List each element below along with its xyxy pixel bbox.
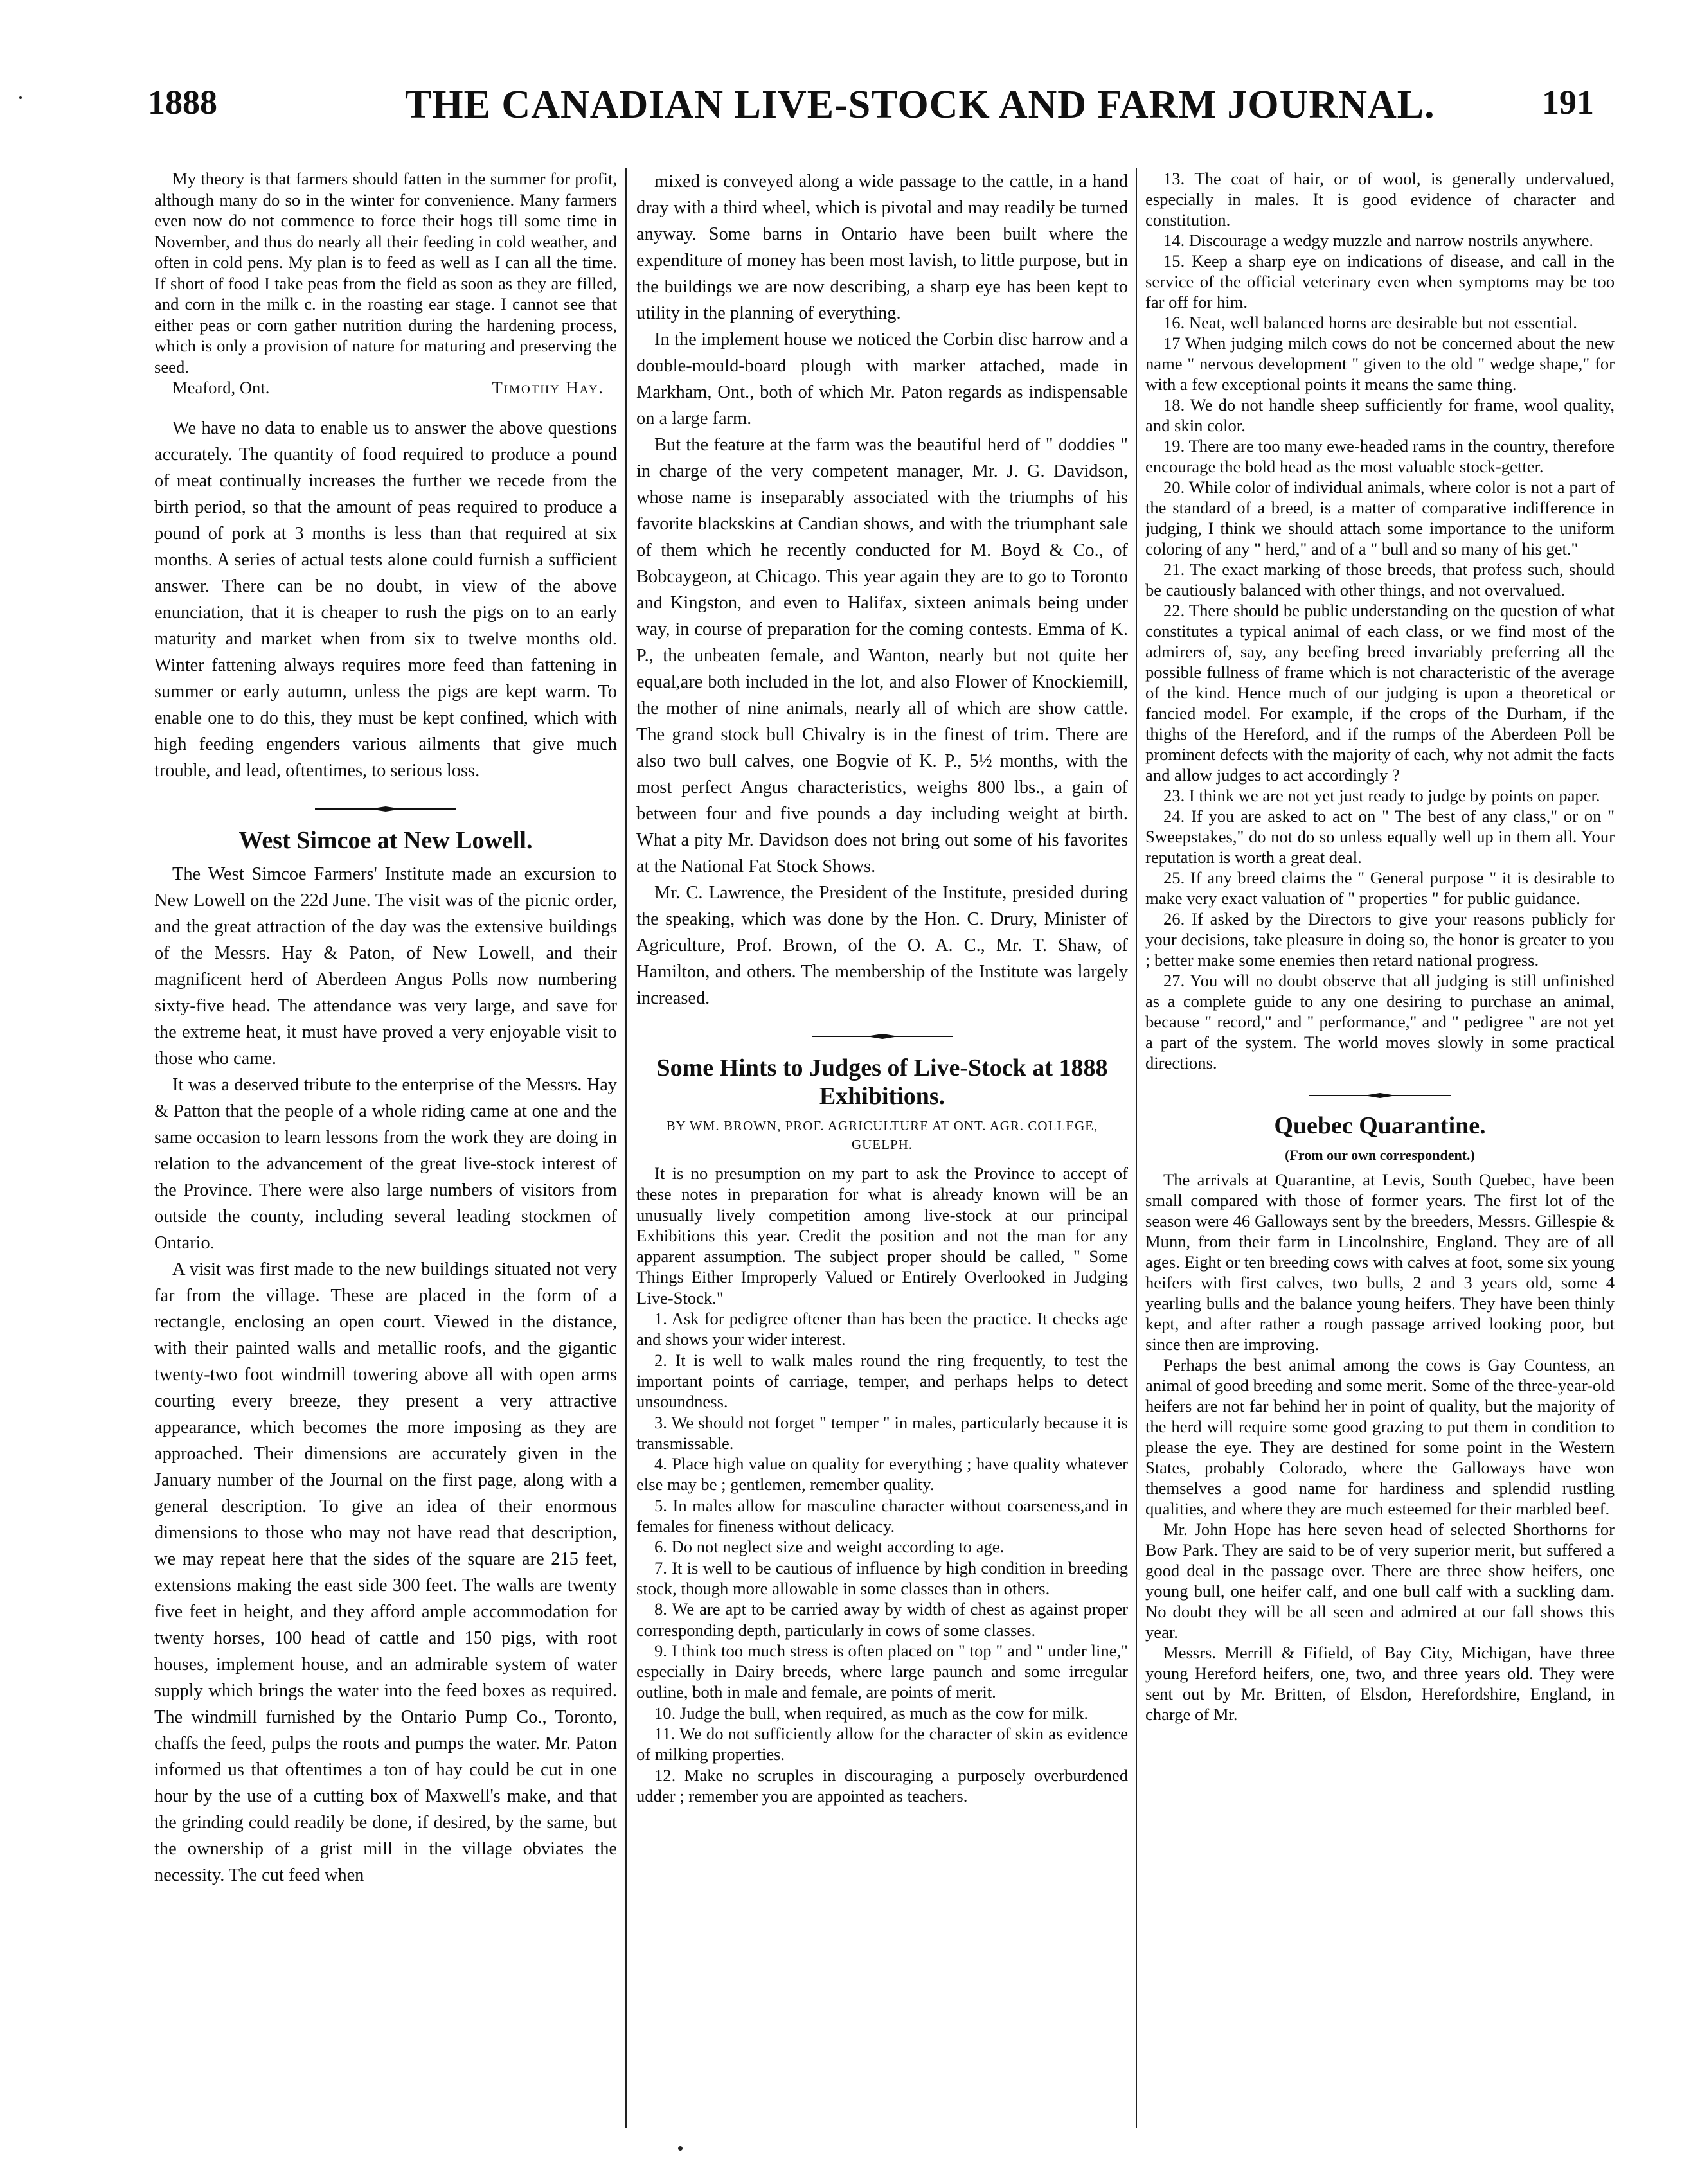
article-paragraph: Mr. John Hope has here seven head of selected Shorthorns for Bow Park. They are said to be of very superior merit, but suffered a good deal in the passage over. There are three show heifers, one young bull, one heifer calf, and one bull calf with a suckling dam. No doubt they will be all seen and admired at our fall shows this year. (1145, 1520, 1615, 1642)
signature-name: Timothy Hay. (492, 378, 604, 397)
hint-item: 18. We do not handle sheep sufficiently for frame, wool quality, and skin color. (1145, 395, 1615, 435)
column-divider (1136, 168, 1137, 2128)
article-source-note: (From our own correspondent.) (1285, 1147, 1475, 1163)
print-speck (678, 2146, 683, 2151)
page-number: 191 (1542, 83, 1594, 121)
article-paragraph: Perhaps the best animal among the cows is Gay Countess, an animal of good breeding and some merit. Some of the three-year-old heifers are not far behind her in point of quality, but the majority of the herd will require some good grazing to put them in condition to please the eye. They are destined for some point in the Western States, probably Colorado, where the Galloways have won themselves a good name for hardiness and splendid rustling qualities, and where they are much esteemed for their marbled beef. (1145, 1355, 1615, 1518)
header-year: 1888 (148, 83, 217, 121)
print-speck (19, 96, 22, 99)
hint-item: 24. If you are asked to act on " The best of any class," or on " Sweepstakes," do not do so unless equally well up in them all. Your reputation is worth a great deal. (1145, 806, 1615, 867)
hint-item: 17 When judging milch cows do not be concerned about the new name " nervous development " given to the old " wedge shape," for with a few exceptional points it means the same thing. (1145, 333, 1615, 394)
section-separator (636, 1033, 1128, 1040)
column-3 (1145, 168, 1615, 2135)
hint-item: 6. Do not neglect size and weight according to age. (654, 1537, 1005, 1557)
article-title: Some Hints to Judges of Live-Stock at 1888 Exhibitions. (656, 1054, 1108, 1110)
hint-item: 13. The coat of hair, or of wool, is generally undervalued, especially in males. It is good evidence of character and constitution. (1145, 169, 1615, 229)
hint-item: 25. If any breed claims the " General purpose " it is desirable to make very exact valuation of " properties " for public guidance. (1145, 868, 1615, 908)
hint-item: 5. In males allow for masculine character without coarseness,and in females for fineness without delicacy. (636, 1495, 1128, 1536)
hint-item: 20. While color of individual animals, where color is not a part of the standard of a breed, is a matter of comparative indifference in judging, I think we should attach some importance to the uniform coloring of any " herd," and of a " bull and so many of his get." (1145, 477, 1615, 558)
column-divider (625, 168, 627, 2128)
journal-title: THE CANADIAN LIVE-STOCK AND FARM JOURNAL. (405, 83, 1435, 127)
ornamental-rule-icon (315, 806, 456, 812)
hint-item: 11. We do not sufficiently allow for the character of skin as evidence of milking properties. (636, 1724, 1128, 1764)
article-paragraph: In the implement house we noticed the Corbin disc harrow and a double-mould-board plough with marker attached, made in Markham, Ont., both of which Mr. Paton regards as indispensable on a large farm. (636, 330, 1128, 429)
hint-item: 21. The exact marking of those breeds, that profess such, should be cautiously balanced with other things, and not overvalued. (1145, 560, 1615, 599)
ornamental-rule-icon (812, 1033, 953, 1040)
signature-place: Meaford, Ont. (172, 378, 270, 397)
hint-item: 2. It is well to walk males round the ring frequently, to test the important points of carriage, temper, and perhaps helps to detect unsoundness. (636, 1350, 1128, 1412)
hint-item: 4. Place high value on quality for everything ; have quality whatever else may be ; gentlemen, remember quality. (636, 1454, 1128, 1495)
hint-item: 16. Neat, well balanced horns are desirable but not essential. (1163, 313, 1577, 332)
article-title: Quebec Quarantine. (1274, 1112, 1486, 1139)
hint-item: 7. It is well to be cautious of influence by high condition in breeding stock, though more allowable in some classes than in others. (636, 1558, 1128, 1598)
article-paragraph: It was a deserved tribute to the enterprise of the Messrs. Hay & Patton that the people of a whole riding came at one and the same occasion to learn lessons from the work they are doing in relation to the advancement of the great live-stock interest of the Province. There were also large numbers of visitors from outside the county, including several leading stockmen of Ontario. (154, 1074, 617, 1253)
hint-item: 10. Judge the bull, when required, as much as the cow for milk. (654, 1703, 1089, 1723)
section-separator (154, 806, 617, 812)
hint-item: 3. We should not forget " temper " in males, particularly because it is transmissable. (636, 1412, 1128, 1453)
letter-paragraph: My theory is that farmers should fatten in the summer for profit, although many do so in the winter for convenience. Many farmers even now do not commence to force their hogs till some time in November, and thus do nearly all their feeding in cold weather, and often in cold pens. My plan is to feed as well as I can all the time. If short of food I take peas from the field as soon as they are filled, and corn in the milk c. in the roasting ear stage. I cannot see that either peas or corn gather nutrition during the hardening process, which is only a provision of nature for maturing and preserving the seed. (154, 169, 617, 377)
hint-item: 12. Make no scruples in discouraging a purposely overburdened udder ; remember you are appointed as teachers. (636, 1765, 1128, 1806)
hint-item: 1. Ask for pedigree oftener than has been the practice. It checks age and shows your wider interest. (636, 1309, 1128, 1349)
article-paragraph: The West Simcoe Farmers' Institute made an excursion to New Lowell on the 22d June. The visit was of the picnic order, and the great attraction of the day was the extensive buildings of the Messrs. Hay & Paton, of New Lowell, and their magnificent herd of Aberdeen Angus Polls now numbering sixty-five head. The attendance was very large, and save for the extreme heat, it must have proved a very enjoyable visit to those who came. (154, 864, 617, 1069)
article-byline: BY WM. BROWN, PROF. AGRICULTURE AT ONT. AGR. COLLEGE, GUELPH. (666, 1118, 1098, 1152)
article-paragraph: The arrivals at Quarantine, at Levis, South Quebec, have been small compared with those of former years. The first lot of the season were 46 Galloways sent by the breeders, Messrs. Gillespie & Munn, from their farm in Lincolnshire, England. They are of all ages. Eight or ten breeding cows with calves at foot, some six young heifers with first calves, two bulls, 2 and 3 years old, some 4 yearling bulls and the balance young heifers. They have been thinly kept, and after rather a rough passage arrived looking poor, but since then are improving. (1145, 1170, 1615, 1354)
letter-signature (154, 377, 617, 398)
column-1 (154, 168, 617, 2135)
hint-item: 14. Discourage a wedgy muzzle and narrow nostrils anywhere. (1163, 231, 1594, 250)
editorial-reply: We have no data to enable us to answer the above questions accurately. The quantity of food required to produce a pound of meat continually increases the further we recede from the birth period, so that the amount of peas required to produce a pound of pork at 3 months is less than that required at six months. A series of actual tests alone could furnish a sufficient answer. There can be no doubt, in view of the above enunciation, that it is cheaper to rush the pigs on to an early maturity and market when from six to twelve months old. Winter fattening always requires more feed than fattening in summer or early autumn, unless the pigs are kept warm. To enable one to do this, they must be kept confined, which with high feeding engenders various ailments that give much trouble, and lead, oftentimes, to serious loss. (154, 418, 617, 781)
hint-item: 27. You will no doubt observe that all judging is still unfinished as a complete guide to any one desiring to purchase an animal, because " record," and " performance," and " pedigree " are not yet a part of the system. The world moves slowly in some practical directions. (1145, 971, 1615, 1072)
article-paragraph: Messrs. Merrill & Fifield, of Bay City, Michigan, have three young Hereford heifers, one, two, and three years old. They were sent out by Mr. Britten, of Elsdon, Herefordshire, England, in charge of Mr. (1145, 1643, 1615, 1724)
article-paragraph: A visit was first made to the new buildings situated not very far from the village. These are placed in the form of a rectangle, enclosing an open court. Viewed in the distance, with their painted walls and metallic roofs, and the gigantic twenty-two foot windmill towering above all with open arms courting every breeze, they present a very attractive appearance, which becomes the more imposing as they are approached. Their dimensions are accurately given in the January number of the Journal on the first page, along with a general description. To give an idea of their enormous dimensions to those who may not have read that description, we may repeat here that the sides of the square are 215 feet, extensions making the east side 300 feet. The walls are twenty five feet in height, and they afford ample accommodation for twenty horses, 100 head of cattle and 150 pigs, with root houses, implement house, and an admirable system of water supply which brings the water into the feed boxes as required. The windmill furnished by the Ontario Pump Co., Toronto, chaffs the feed, pulps the roots and pumps the water. Mr. Paton informed us that oftentimes a ton of hay could be cut in one hour by the use of a cutting box of Maxwell's make, and that the grinding could readily be done, if desired, by the same, but the ownership of a grist mill in the village obviates the necessity. The cut feed when (154, 1259, 617, 1885)
article-intro: It is no presumption on my part to ask the Province to accept of these notes in preparation for what is already known will be an unusually lively competition among live-stock at our principal Exhibitions this year. Credit the position and not the man for any apparent assumption. The subject proper should be called, " Some Things Either Improperly Valued or Entirely Overlooked in Judging Live-Stock." (636, 1164, 1128, 1308)
article-title: West Simcoe at New Lowell. (238, 826, 533, 854)
page-header (148, 82, 1594, 140)
article-paragraph: Mr. C. Lawrence, the President of the Institute, presided during the speaking, which was done by the Hon. C. Drury, Minister of Agriculture, Prof. Brown, of the O. A. C., Mr. T. Shaw, of Hamilton, and others. The membership of the Institute was largely increased. (636, 883, 1128, 1008)
ornamental-rule-icon (1309, 1092, 1451, 1099)
hint-item: 22. There should be public understanding on the question of what constitutes a typical animal of each class, or we find most of the admirers of, say, any beefing breed invariably preferring all the possible fullness of frame which is not characteristic of the average of the kind. Hence much of our judging is upon a theoretical or fancied model. For example, if the crops of the Durham, if the thighs of the Hereford, and if the rumps of the Aberdeen Poll be prominent defects with the majority of each, why not admit the facts and allow judges to act accordingly ? (1145, 601, 1615, 785)
column-2 (636, 168, 1128, 2135)
article-paragraph: But the feature at the farm was the beautiful herd of " doddies " in charge of the very competent manager, Mr. J. G. Davidson, whose name is inseparably associated with the triumphs of his favorite blackskins at Candian shows, and with the triumphant sale of them which he recently conducted for M. Boyd & Co., of Bobcaygeon, at Chicago. This year again they are to go to Toronto and Kingston, and even to Halifax, sixteen animals being under way, in course of preparation for the coming contests. Emma of K. P., the unbeaten female, and Wanton, nearly but not quite her equal,are both included in the lot, and also Flower of Knockiemill, the mother of nine animals, nearly all of which are show cattle. The grand stock bull Chivalry is in the finest of trim. There are also two bull calves, one Bogvie of K. P., 5½ months, with the most perfect Angus characteristics, weighs 800 lbs., a gain of between four and five pounds a day including weight at birth. What a pity Mr. Davidson does not bring out some of his favorites at the National Fat Stock Shows. (636, 435, 1128, 876)
hint-item: 23. I think we are not yet just ready to judge by points on paper. (1163, 786, 1600, 805)
hint-item: 15. Keep a sharp eye on indications of disease, and call in the service of the official veterinary even when symptoms may be too far off for him. (1145, 251, 1615, 312)
hint-item: 8. We are apt to be carried away by width of chest as against proper corresponding depth, particularly in cows of some classes. (636, 1599, 1128, 1640)
hint-item: 26. If asked by the Directors to give your reasons publicly for your decisions, take pleasure in doing so, the honor is greater to you ; better make some enemies then retard national progress. (1145, 909, 1615, 970)
article-paragraph: mixed is conveyed along a wide passage to the cattle, in a hand dray with a third wheel, which is pivotal and may readily be turned anyway. Some barns in Ontario have been built where the expenditure of money has been most lavish, to little purpose, but in the buildings we are now describing, a sharp eye has been kept to utility in the planning of everything. (636, 172, 1128, 323)
hint-item: 19. There are too many ewe-headed rams in the country, therefore encourage the bold head as the most valuable stock-getter. (1145, 436, 1615, 476)
section-separator (1145, 1092, 1615, 1099)
hint-item: 9. I think too much stress is often placed on " top " and " under line," especially in Dairy breeds, where large paunch and some irregular outline, both in male and female, are points of merit. (636, 1640, 1128, 1702)
